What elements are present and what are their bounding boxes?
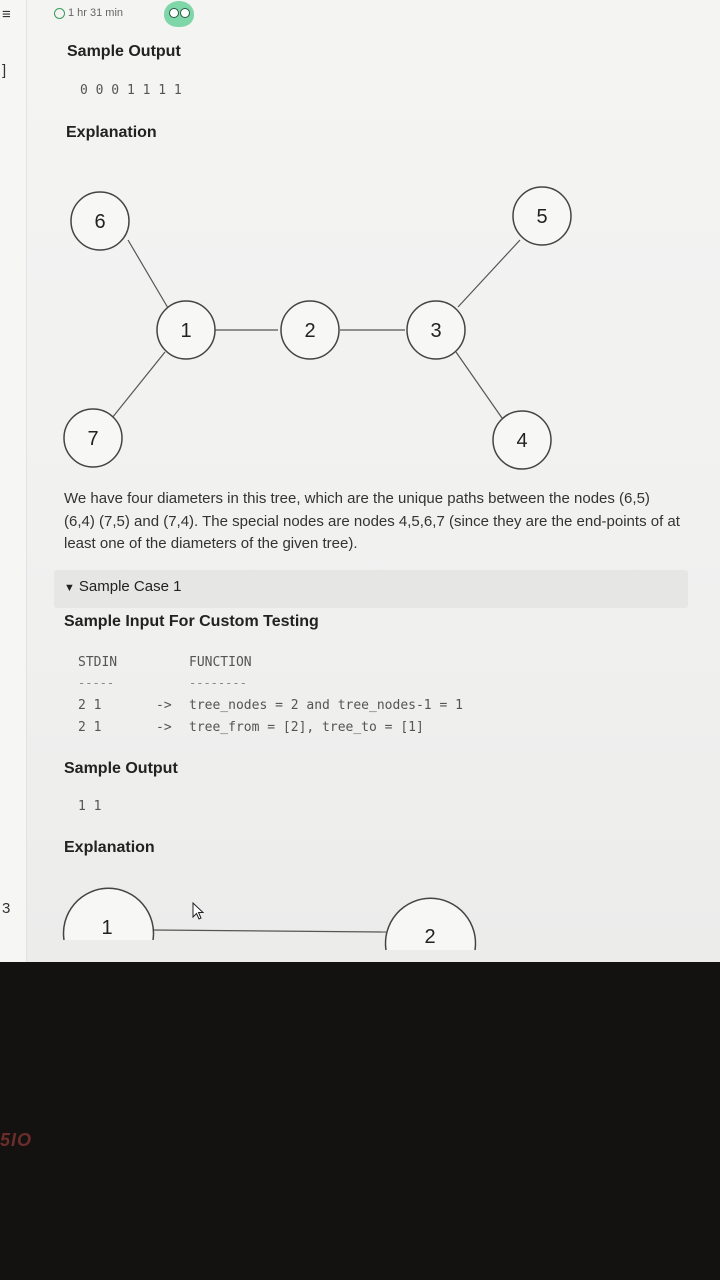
sample-case-title: Sample Case 1: [78, 578, 182, 595]
tree-label-2: 2: [304, 320, 316, 342]
stdin-underline: -----: [78, 676, 115, 690]
tree2-label-1: 1: [101, 917, 113, 939]
sample-case-label[interactable]: [64, 578, 181, 595]
edge-1-2-second: [153, 930, 386, 932]
menu-icon[interactable]: ≡: [2, 6, 11, 23]
tree2-label-2: 2: [424, 926, 436, 948]
line-number-icon: 3: [2, 900, 11, 917]
stdin-row-2: 2 1: [78, 720, 102, 735]
function-row-1: tree_nodes = 2 and tree_nodes-1 = 1: [189, 698, 463, 713]
edge-7-1: [112, 352, 165, 418]
function-underline: --------: [189, 676, 247, 690]
sample-output-heading: Sample Output: [67, 43, 181, 60]
explanation-heading: Explanation: [66, 124, 157, 141]
mouse-cursor-icon: [192, 902, 206, 922]
explanation-1-heading: Explanation: [64, 839, 155, 856]
arrow-row-1: ->: [156, 698, 172, 713]
tree-label-3: 3: [430, 320, 442, 342]
function-column-header: FUNCTION: [189, 655, 252, 670]
tree-label-5: 5: [536, 206, 548, 228]
bracket-icon[interactable]: ]: [2, 62, 7, 79]
tree-label-1: 1: [180, 320, 192, 342]
stdin-row-1: 2 1: [78, 698, 102, 713]
edge-3-5: [458, 240, 520, 307]
laptop-brand-logo: 5IO: [0, 1130, 33, 1150]
arrow-row-2: ->: [156, 720, 172, 735]
caret-down-icon: ▼: [64, 582, 75, 594]
sample-input-heading: Sample Input For Custom Testing: [64, 613, 319, 630]
stdin-column-header: STDIN: [78, 655, 118, 670]
edge-3-4: [456, 352, 502, 418]
tree-label-7: 7: [87, 428, 99, 450]
explanation-text: We have four diameters in this tree, which are the unique paths between the nodes (6,5) (6,4) (7,5) and (7,4). The special nodes are nodes 4,5,6,7 (since they are the end-points of at least one of the diameters of the given tree).: [64, 490, 680, 552]
edge-6-1: [128, 240, 168, 308]
sample-output-value: 0 0 0 1 1 1 1: [80, 83, 182, 98]
tree-label-4: 4: [516, 430, 528, 452]
sample-output-1-heading: Sample Output: [64, 760, 178, 777]
timer-text: 1 hr 31 min: [68, 7, 124, 19]
function-row-2: tree_from = [2], tree_to = [1]: [189, 720, 424, 735]
tree-label-6: 6: [94, 211, 106, 233]
sample-output-1-value: 1 1: [78, 799, 102, 814]
